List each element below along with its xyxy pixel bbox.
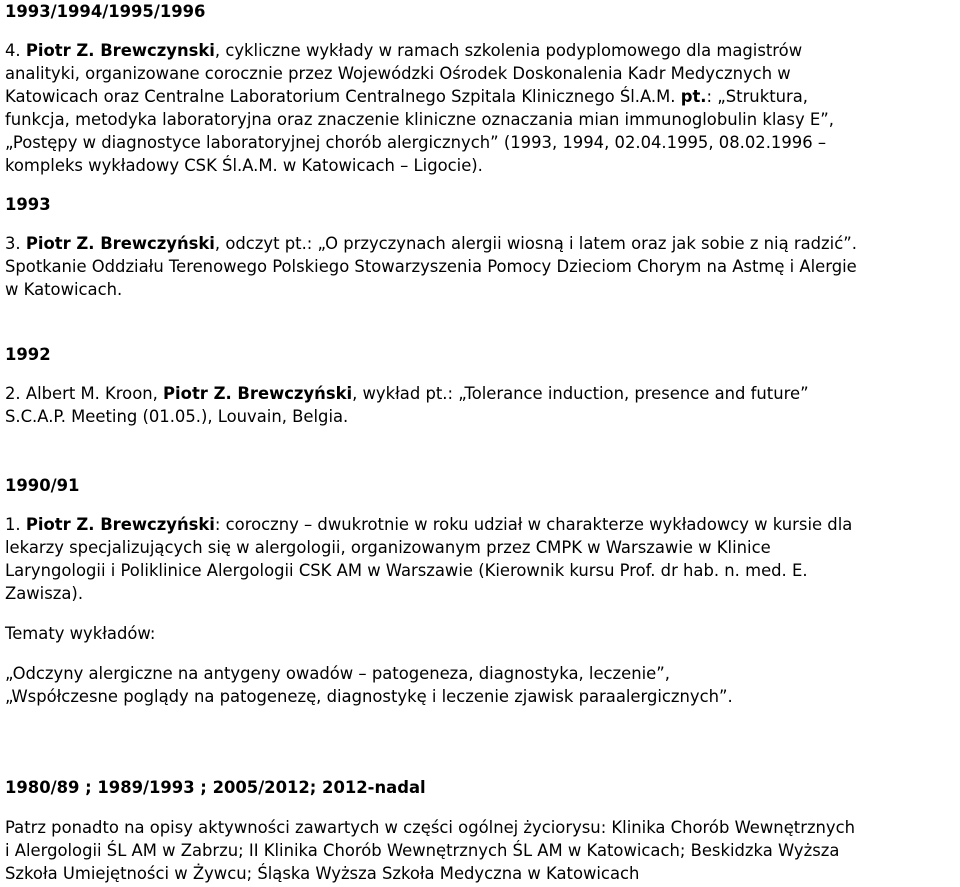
- lecture-entry-3: [5, 232, 955, 301]
- section-1993-1996: [5, 0, 955, 177]
- entry-line: Patrz ponadto na opisy aktywności zawartych w części ogólnej życiorysu: Klinika Chorób Wewnętrznych: [5, 818, 856, 837]
- entry-line: S.C.A.P. Meeting (01.05.), Louvain, Belgia.: [5, 407, 349, 426]
- entry-line: Laryngologii i Poliklinice Alergologii CSK AM w Warszawie (Kierownik kursu Prof. dr hab. n. med. E.: [5, 561, 808, 580]
- coauthor-name: Albert M. Kroon,: [25, 384, 164, 403]
- section-heading: 1993: [5, 195, 51, 214]
- section-heading: 1993/1994/1995/1996: [5, 2, 206, 21]
- entry-line: [5, 39, 955, 62]
- topic-item: „Współczesne poglądy na patogenezę, diagnostykę i leczenie zjawisk paraalergicznych”.: [5, 687, 733, 706]
- entry-text: Katowicach oraz Centralne Laboratorium Centralnego Szpitala Klinicznego Śl.A.M.: [5, 87, 681, 106]
- section-heading: 1980/89 ; 1989/1993 ; 2005/2012; 2012-nadal: [5, 778, 426, 797]
- entry-number: 3.: [5, 234, 21, 253]
- entry-text: , cykliczne wykłady w ramach szkolenia podyplomowego dla magistrów: [214, 41, 803, 60]
- author-name: Piotr Z. Brewczyński: [25, 515, 215, 534]
- section-1990-91: [5, 474, 955, 708]
- entry-text: : „Struktura,: [706, 87, 808, 106]
- activities-paragraph: [5, 816, 955, 885]
- lecture-entry-4: [5, 39, 955, 177]
- lecture-entry-1: [5, 513, 955, 605]
- entry-line: Szkoła Umiejętności w Żywcu; Śląska Wyższa Szkoła Medyczna w Katowicach: [5, 864, 640, 883]
- author-name: Piotr Z. Brewczyński: [163, 384, 353, 403]
- entry-title: : „O przyczynach alergii wiosną i latem oraz jak sobie z nią radzić”.: [306, 234, 857, 253]
- entry-line: analityki, organizowane corocznie przez Wojewódzki Ośrodek Doskonalenia Kadr Medycznych w: [5, 64, 791, 83]
- author-name: Piotr Z. Brewczynski: [25, 41, 215, 60]
- entry-line: [5, 85, 955, 108]
- lecture-entry-2: [5, 382, 955, 428]
- section-1992: [5, 343, 955, 428]
- entry-number: 1.: [5, 515, 21, 534]
- entry-line: [5, 232, 955, 255]
- entry-line: [5, 382, 955, 405]
- pt-label: pt.: [425, 384, 448, 403]
- entry-text: , wykład: [352, 384, 426, 403]
- entry-number: 4.: [5, 41, 21, 60]
- entry-line: w Katowicach.: [5, 280, 123, 299]
- pt-label: pt.: [284, 234, 307, 253]
- entry-line: funkcja, metodyka laboratoryjna oraz znaczenie kliniczne oznaczania mian immunoglobulin klasy E”,: [5, 110, 834, 129]
- entry-line: [5, 513, 955, 536]
- topic-item: „Odczyny alergiczne na antygeny owadów – patogeneza, diagnostyka, leczenie”,: [5, 664, 670, 683]
- pt-label: pt.: [680, 87, 707, 106]
- entry-number: 2.: [5, 384, 21, 403]
- section-1993: [5, 193, 955, 301]
- entry-line: Zawisza).: [5, 584, 84, 603]
- entry-text: , odczyt: [214, 234, 285, 253]
- author-name: Piotr Z. Brewczyński: [25, 234, 215, 253]
- entry-line: „Postępy w diagnostyce laboratoryjnej chorób alergicznych” (1993, 1994, 02.04.1995, 08.02.1996 –: [5, 133, 827, 152]
- entry-line: kompleks wykładowy CSK Śl.A.M. w Katowicach – Ligocie).: [5, 156, 483, 175]
- section-other-activities: [5, 776, 955, 885]
- entry-line: i Alergologii ŚL AM w Zabrzu; II Klinika Chorób Wewnętrznych ŚL AM w Katowicach; Beskidzka Wyższa: [5, 841, 840, 860]
- entry-line: Spotkanie Oddziału Terenowego Polskiego Stowarzyszenia Pomocy Dzieciom Chorym na Astmę i Alergie: [5, 257, 857, 276]
- section-heading: 1990/91: [5, 476, 80, 495]
- entry-text: : coroczny – dwukrotnie w roku udział w charakterze wykładowcy w kursie dla: [214, 515, 853, 534]
- topics-label: Tematy wykładów:: [5, 624, 156, 643]
- entry-title: : „Tolerance induction, presence and future”: [447, 384, 809, 403]
- entry-line: lekarzy specjalizujących się w alergologii, organizowanym przez CMPK w Warszawie w Klinice: [5, 538, 771, 557]
- section-heading: 1992: [5, 345, 51, 364]
